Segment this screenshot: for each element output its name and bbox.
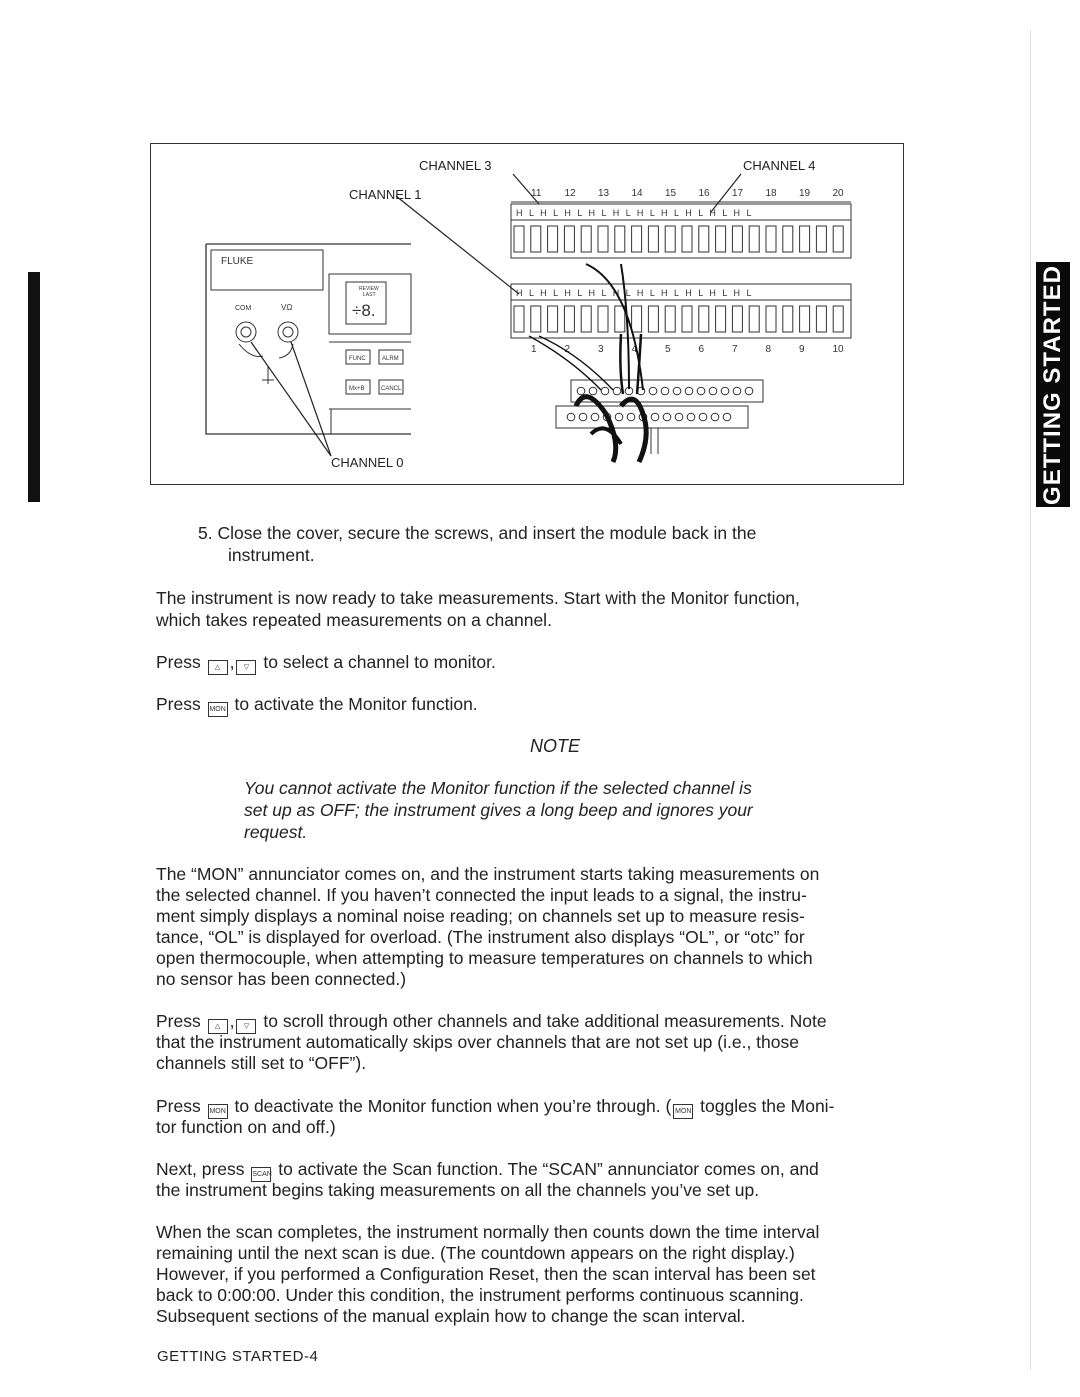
instrument-panel	[206, 244, 411, 434]
upper-terminal-screw	[716, 226, 726, 252]
header-pin	[589, 387, 597, 395]
header-pin	[745, 387, 753, 395]
label-channel4: CHANNEL 4	[743, 158, 816, 173]
cancl-key: CANCL	[381, 386, 402, 392]
header-pin	[697, 387, 705, 395]
lower-terminal-screw	[783, 306, 793, 332]
upper-channel-number: 19	[799, 188, 811, 199]
header-pin	[567, 413, 575, 421]
note-line1: You cannot activate the Monitor function if the selected channel is	[244, 778, 752, 798]
upper-terminal-screw	[816, 226, 826, 252]
para3-line2: that the instrument automatically skips over channels that are not set up (i.e., those	[156, 1032, 799, 1052]
upper-terminal-screw	[766, 226, 776, 252]
lower-channel-number: 1	[531, 344, 537, 355]
para5-pre: Next, press	[156, 1159, 245, 1179]
down-arrow-key-icon: ▽	[236, 660, 256, 675]
note-heading: NOTE	[530, 736, 581, 756]
para4-post: toggles the Moni-	[700, 1096, 835, 1116]
header-pin	[613, 387, 621, 395]
upper-terminal-screw	[632, 226, 642, 252]
para2-line4: tance, “OL” is displayed for overload. (The instrument also displays “OL”, or “otc” for	[156, 927, 805, 947]
header-pin	[651, 413, 659, 421]
page-footer: GETTING STARTED-4	[157, 1348, 319, 1365]
upper-terminal-screw	[548, 226, 558, 252]
lower-terminal-screw	[564, 306, 574, 332]
para6-line1: When the scan completes, the instrument normally then counts down the time interval	[156, 1222, 820, 1242]
upper-terminal-screw	[699, 226, 709, 252]
header-pin	[687, 413, 695, 421]
lower-terminal-screw	[699, 306, 709, 332]
header-pin	[675, 413, 683, 421]
lower-hl-labels: H L H L H L H L H L H L H L H L H L H L	[516, 288, 754, 298]
upper-terminal-screw	[514, 226, 524, 252]
upper-terminal-screw	[581, 226, 591, 252]
upper-terminal-screw	[682, 226, 692, 252]
step-5-line2: instrument.	[228, 545, 315, 565]
upper-terminal-screw	[749, 226, 759, 252]
upper-terminal-screw	[648, 226, 658, 252]
connector-headers	[556, 380, 763, 454]
para5-post: to activate the Scan function. The “SCAN” annunciator comes on, and	[278, 1159, 819, 1179]
para6-line4: back to 0:00:00. Under this condition, the instrument performs continuous scanning.	[156, 1285, 804, 1305]
header-pin	[663, 413, 671, 421]
upper-terminal-screw	[531, 226, 541, 252]
com-label: COM	[235, 305, 252, 312]
upper-terminal-screw	[783, 226, 793, 252]
para6-line3: However, if you performed a Configuration Reset, then the scan interval has been set	[156, 1264, 816, 1284]
header-pin	[711, 413, 719, 421]
para1-line1: The instrument is now ready to take measurements. Start with the Monitor function,	[156, 588, 800, 608]
header-pin	[577, 387, 585, 395]
lower-terminal-screw	[766, 306, 776, 332]
para4-pre: Press	[156, 1096, 201, 1116]
para4-line1	[156, 1096, 834, 1119]
press-select-line: Press △ , ▽ to select a channel to monitor.	[156, 652, 496, 675]
lower-terminal-screw	[632, 306, 642, 332]
upper-channel-number: 12	[564, 188, 576, 199]
upper-channel-number: 18	[765, 188, 777, 199]
section-tab	[1036, 262, 1070, 507]
upper-terminal-strip	[511, 188, 851, 258]
lower-channel-number: 9	[799, 344, 805, 355]
lower-terminal-screw	[531, 306, 541, 332]
note-line2: set up as OFF; the instrument gives a long beep and ignores your	[244, 800, 753, 820]
header-pin	[709, 387, 717, 395]
header-pin	[685, 387, 693, 395]
alrm-key: ALRM	[382, 356, 399, 362]
upper-channel-number: 15	[665, 188, 677, 199]
up-arrow-key-icon: △	[208, 1019, 228, 1034]
lower-terminal-screw	[665, 306, 675, 332]
upper-terminal-screw	[665, 226, 675, 252]
lower-channel-number: 2	[564, 344, 571, 355]
press-monitor-pre: Press	[156, 694, 201, 714]
header-pin	[615, 413, 623, 421]
header-pin	[723, 413, 731, 421]
lower-terminal-screw	[648, 306, 658, 332]
left-margin-bar	[28, 272, 40, 502]
label-channel3: CHANNEL 3	[419, 158, 492, 173]
upper-channel-number: 17	[732, 188, 744, 199]
brand-label: FLUKE	[221, 256, 254, 267]
scan-key-icon: SCAN	[251, 1167, 271, 1182]
upper-terminal-screw	[598, 226, 608, 252]
lower-terminal-screw	[548, 306, 558, 332]
lower-channel-number: 3	[598, 344, 604, 355]
header-pin	[579, 413, 587, 421]
wiring-diagram	[150, 143, 904, 485]
upper-terminal-screw	[732, 226, 742, 252]
mon-key-icon: MON	[208, 702, 228, 717]
header-pin	[661, 387, 669, 395]
step-5-line1: 5. Close the cover, secure the screws, and insert the module back in the	[198, 523, 757, 543]
para5-line1	[156, 1159, 819, 1182]
review-label: REVIEW	[359, 286, 379, 292]
upper-terminal-screw	[615, 226, 625, 252]
para5-line2: the instrument begins taking measurements on all the channels you’ve set up.	[156, 1180, 760, 1200]
header-pin	[733, 387, 741, 395]
up-arrow-key-icon: △	[208, 660, 228, 675]
lower-channel-number: 6	[698, 344, 705, 355]
header-pin	[699, 413, 707, 421]
para3-pre: Press	[156, 1011, 201, 1031]
para2-line3: ment simply displays a nominal noise reading; on channels set up to measure resis-	[156, 906, 805, 926]
para6-line2: remaining until the next scan is due. (The countdown appears on the right display.)	[156, 1243, 795, 1263]
para2-line2: the selected channel. If you haven’t connected the input leads to a signal, the instru-	[156, 885, 807, 905]
header-pin	[649, 387, 657, 395]
page-edge-line	[1030, 30, 1031, 1370]
mon-key-icon: MON	[673, 1104, 693, 1119]
header-pin	[721, 387, 729, 395]
header-pin	[591, 413, 599, 421]
press-monitor-line	[156, 694, 478, 717]
lower-terminal-screw	[581, 306, 591, 332]
press-select-post: to select a channel to monitor.	[263, 652, 496, 672]
upper-channel-number: 11	[531, 188, 542, 199]
header-pin	[627, 413, 635, 421]
lower-terminal-screw	[749, 306, 759, 332]
label-channel1: CHANNEL 1	[349, 187, 422, 202]
lower-channel-number: 10	[832, 344, 844, 355]
para2-line6: no sensor has been connected.)	[156, 969, 407, 989]
upper-channel-number: 13	[598, 188, 610, 199]
para1-line2: which takes repeated measurements on a channel.	[156, 610, 552, 630]
lower-channel-number: 5	[665, 344, 671, 355]
para3-line3: channels still set to “OFF”).	[156, 1053, 367, 1073]
lower-channel-number: 7	[732, 344, 738, 355]
para3-line1: Press △ , ▽ to scroll through other channels and take additional measurements. Note	[156, 1011, 827, 1034]
para4-line2: tor function on and off.)	[156, 1117, 336, 1137]
lower-terminal-screw	[800, 306, 810, 332]
press-monitor-post: to activate the Monitor function.	[234, 694, 478, 714]
label-channel0: CHANNEL 0	[331, 455, 404, 470]
lower-terminal-screw	[598, 306, 608, 332]
lower-terminal-screw	[716, 306, 726, 332]
lower-channel-number: 4	[631, 344, 638, 355]
header-pin	[673, 387, 681, 395]
upper-channel-number: 14	[631, 188, 643, 199]
lower-terminal-screw	[833, 306, 843, 332]
upper-channel-number: 20	[832, 188, 844, 199]
lower-terminal-screw	[615, 306, 625, 332]
mxb-key: Mx+B	[349, 386, 365, 392]
lower-terminal-screw	[514, 306, 524, 332]
upper-channel-number: 16	[698, 188, 710, 199]
lower-terminal-screw	[816, 306, 826, 332]
display-digits: ÷8.	[352, 301, 376, 320]
header-pin	[601, 387, 609, 395]
wiring-diagram-svg	[151, 144, 903, 484]
para2-line1: The “MON” annunciator comes on, and the instrument starts taking measurements on	[156, 864, 820, 884]
upper-terminal-screw	[800, 226, 810, 252]
upper-terminal-screw	[564, 226, 574, 252]
func-key: FUNC	[349, 356, 366, 362]
last-label: LAST	[363, 292, 376, 298]
mon-key-icon: MON	[208, 1104, 228, 1119]
upper-terminal-screw	[833, 226, 843, 252]
note-line3: request.	[244, 822, 308, 842]
vohm-label: VΩ	[281, 303, 293, 312]
press-select-pre: Press	[156, 652, 201, 672]
para6-line5: Subsequent sections of the manual explain how to change the scan interval.	[156, 1306, 746, 1326]
down-arrow-key-icon: ▽	[236, 1019, 256, 1034]
lower-channel-number: 8	[765, 344, 772, 355]
lower-terminal-strip	[511, 284, 851, 355]
lower-terminal-screw	[682, 306, 692, 332]
para3-post: to scroll through other channels and take additional measurements. Note	[263, 1011, 827, 1031]
lower-terminal-screw	[732, 306, 742, 332]
para4-mid: to deactivate the Monitor function when you’re through. (	[234, 1096, 672, 1116]
para2-line5: open thermocouple, when attempting to measure temperatures on channels to which	[156, 948, 813, 968]
section-tab-label: GETTING STARTED	[1039, 264, 1067, 505]
upper-hl-labels: H L H L H L H L H L H L H L H L H L H L	[516, 208, 754, 218]
